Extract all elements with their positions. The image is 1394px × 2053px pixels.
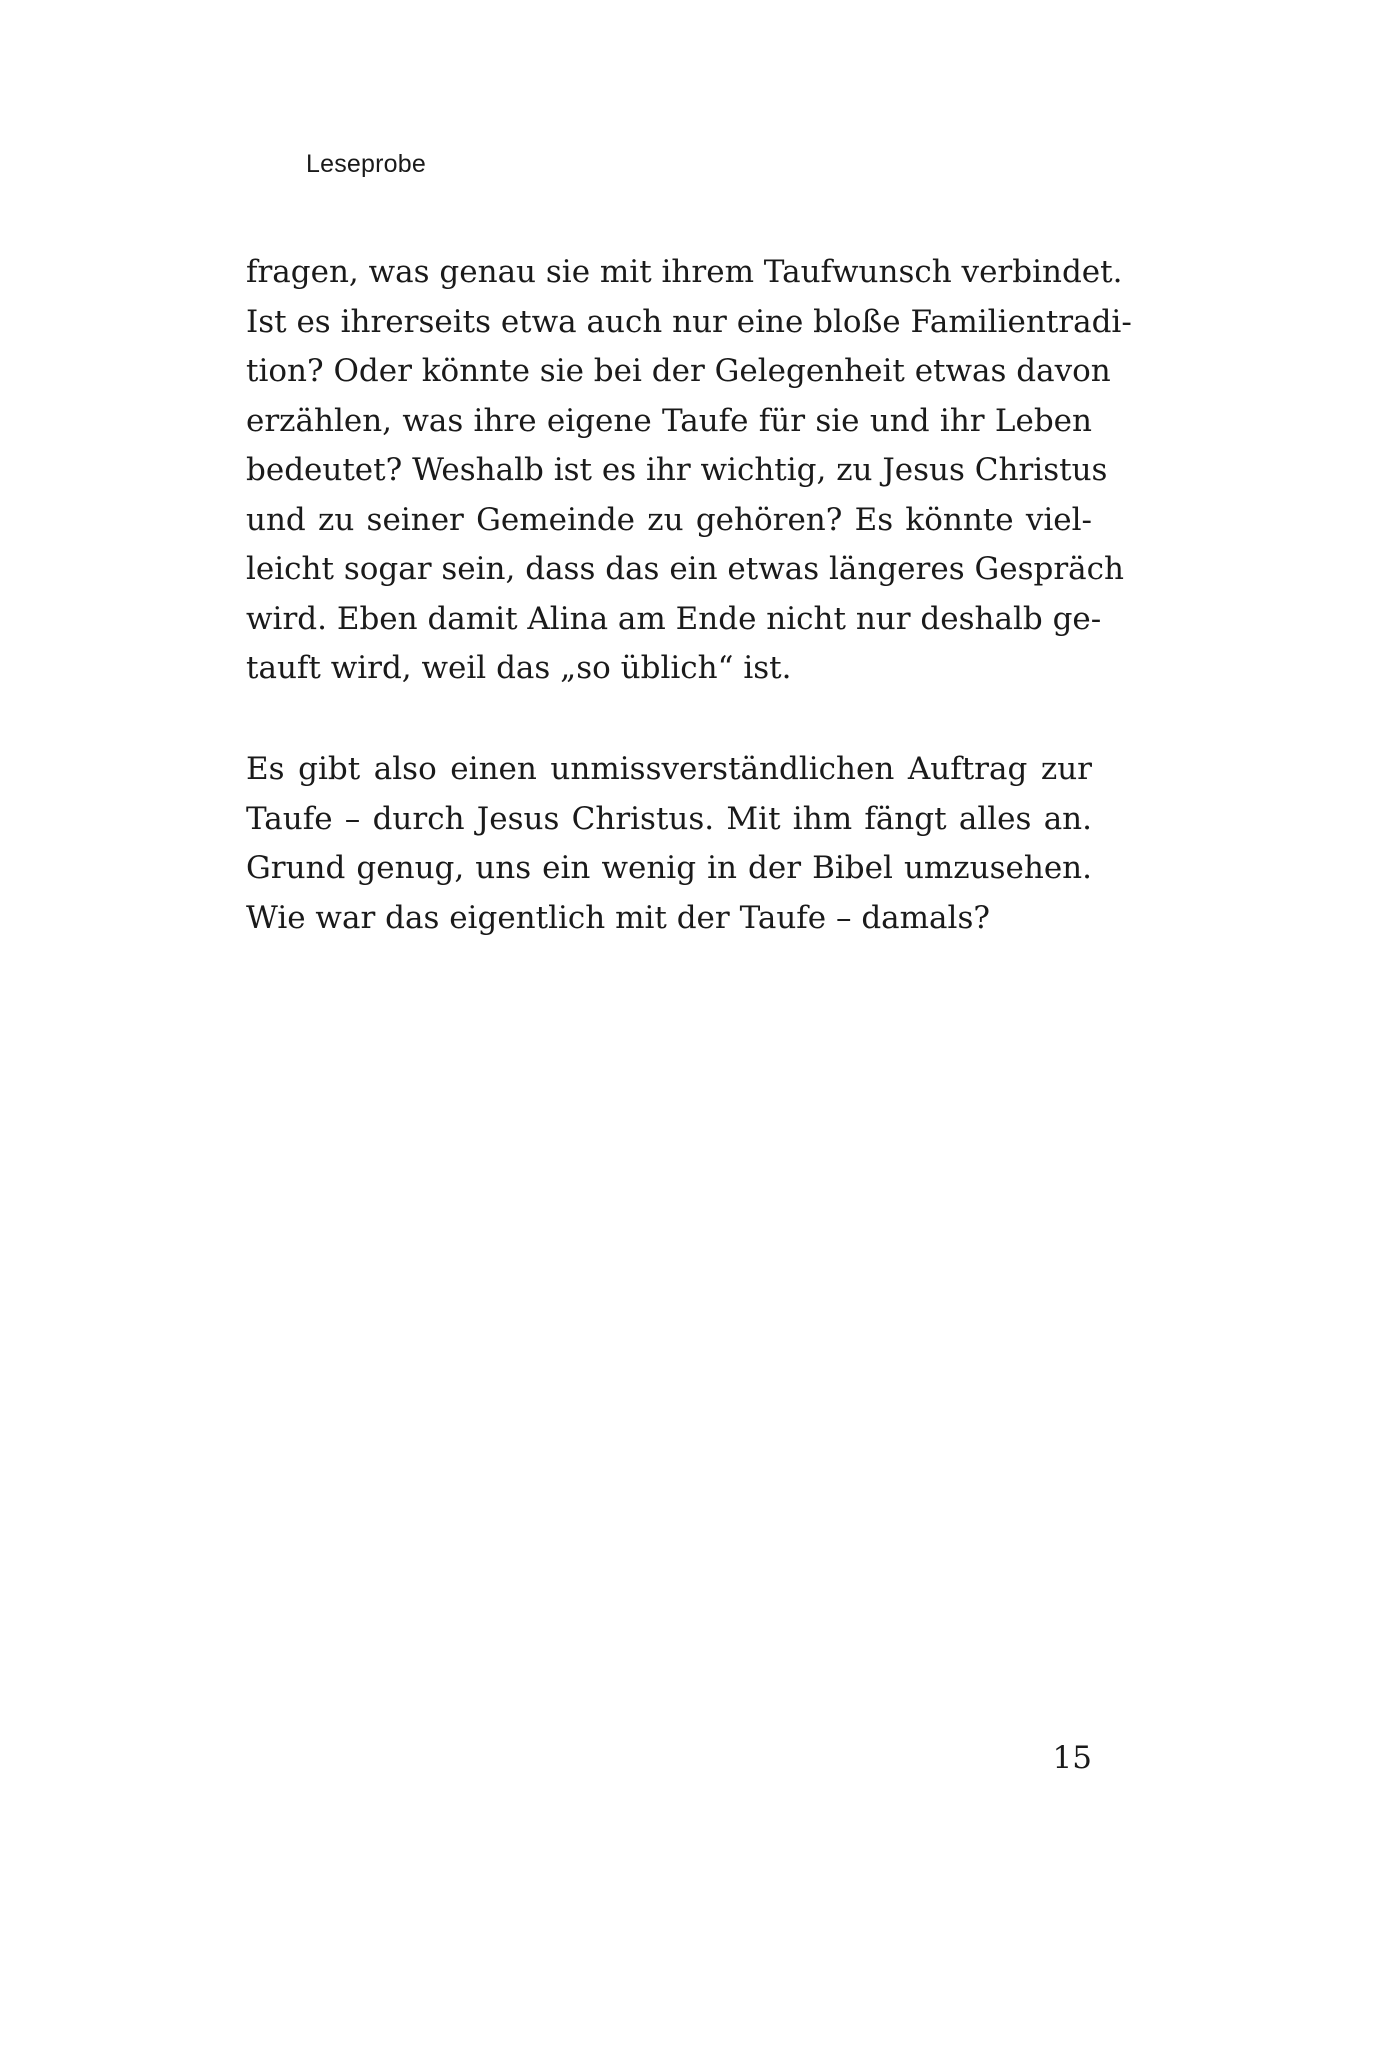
text-line: und zu seiner Gemeinde zu gehören? Es könnte viel- xyxy=(246,501,1092,538)
text-line: wird. Eben damit Alina am Ende nicht nur deshalb ge- xyxy=(246,600,1102,637)
page-number: 15 xyxy=(1052,1740,1092,1776)
paragraph-2 xyxy=(246,745,1092,943)
text-line: tion? Oder könnte sie bei der Gelegenheit etwas davon xyxy=(246,353,1111,389)
text-line: Ist es ihrerseits etwa auch nur eine bloße Familientradi- xyxy=(246,303,1132,340)
text-line: erzählen, was ihre eigene Taufe für sie und ihr Leben xyxy=(246,402,1092,439)
text-line: Grund genug, uns ein wenig in der Bibel umzusehen. xyxy=(246,850,1092,886)
text-line: Wie war das eigentlich mit der Taufe – damals? xyxy=(246,899,990,936)
paragraph-1 xyxy=(246,248,1132,694)
text-line: Taufe – durch Jesus Christus. Mit ihm fängt alles an. xyxy=(246,800,1092,837)
text-line: bedeutet? Weshalb ist es ihr wichtig, zu Jesus Christus xyxy=(246,452,1108,488)
text-line: leicht sogar sein, dass das ein etwas längeres Gespräch xyxy=(246,551,1124,587)
text-line: fragen, was genau sie mit ihrem Taufwunsch verbindet. xyxy=(246,254,1123,290)
text-line: Es gibt also einen unmissverständlichen Auftrag zur xyxy=(246,751,1092,787)
running-header: Leseprobe xyxy=(306,150,426,178)
text-line: tauft wird, weil das „so üblich“ ist. xyxy=(246,650,792,686)
